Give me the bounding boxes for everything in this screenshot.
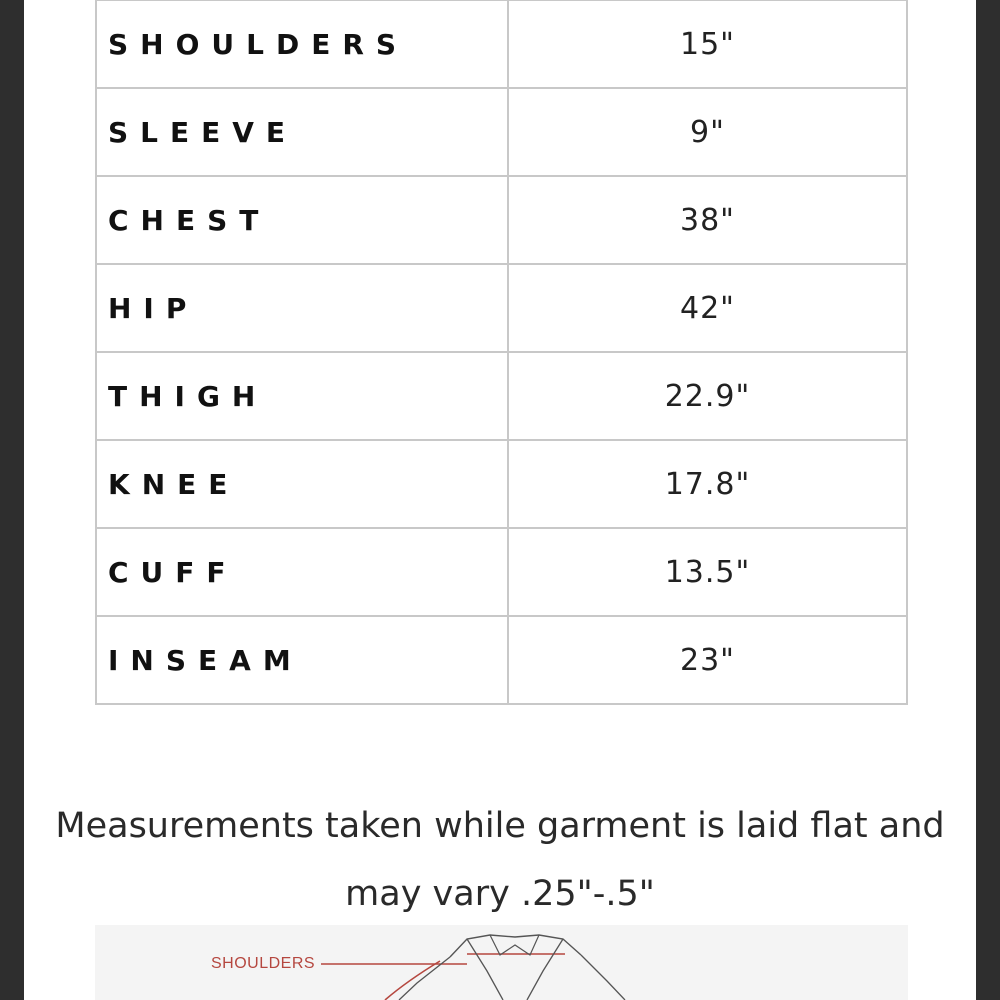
table-row xyxy=(96,616,907,704)
measurement-value: 23" xyxy=(508,616,907,704)
measurement-value: 38" xyxy=(508,176,907,264)
note-line-2: may vary .25"-.5" xyxy=(345,874,655,914)
measurement-label: SHOULDERS xyxy=(96,0,508,88)
table-row xyxy=(96,264,907,352)
measurement-value: 17.8" xyxy=(508,440,907,528)
table-row xyxy=(96,352,907,440)
measurement-value: 13.5" xyxy=(508,528,907,616)
table-row xyxy=(96,0,907,88)
diagram-label-shoulders: SHOULDERS xyxy=(211,955,316,972)
measurement-label: CUFF xyxy=(96,528,508,616)
table-row xyxy=(96,176,907,264)
measurement-value: 15" xyxy=(508,0,907,88)
garment-diagram xyxy=(95,925,908,1000)
table-row xyxy=(96,440,907,528)
table-row xyxy=(96,528,907,616)
measurement-value: 42" xyxy=(508,264,907,352)
product-size-page xyxy=(24,0,976,1000)
measurement-label: KNEE xyxy=(96,440,508,528)
note-line-1: Measurements taken while garment is laid flat and xyxy=(55,806,945,846)
measurement-value: 9" xyxy=(508,88,907,176)
measurement-label: THIGH xyxy=(96,352,508,440)
size-chart-table xyxy=(95,0,908,705)
measurement-label: SLEEVE xyxy=(96,88,508,176)
measurement-label: HIP xyxy=(96,264,508,352)
measurement-label: INSEAM xyxy=(96,616,508,704)
measurement-label: CHEST xyxy=(96,176,508,264)
measurement-note xyxy=(24,792,976,928)
measurement-value: 22.9" xyxy=(508,352,907,440)
table-row xyxy=(96,88,907,176)
